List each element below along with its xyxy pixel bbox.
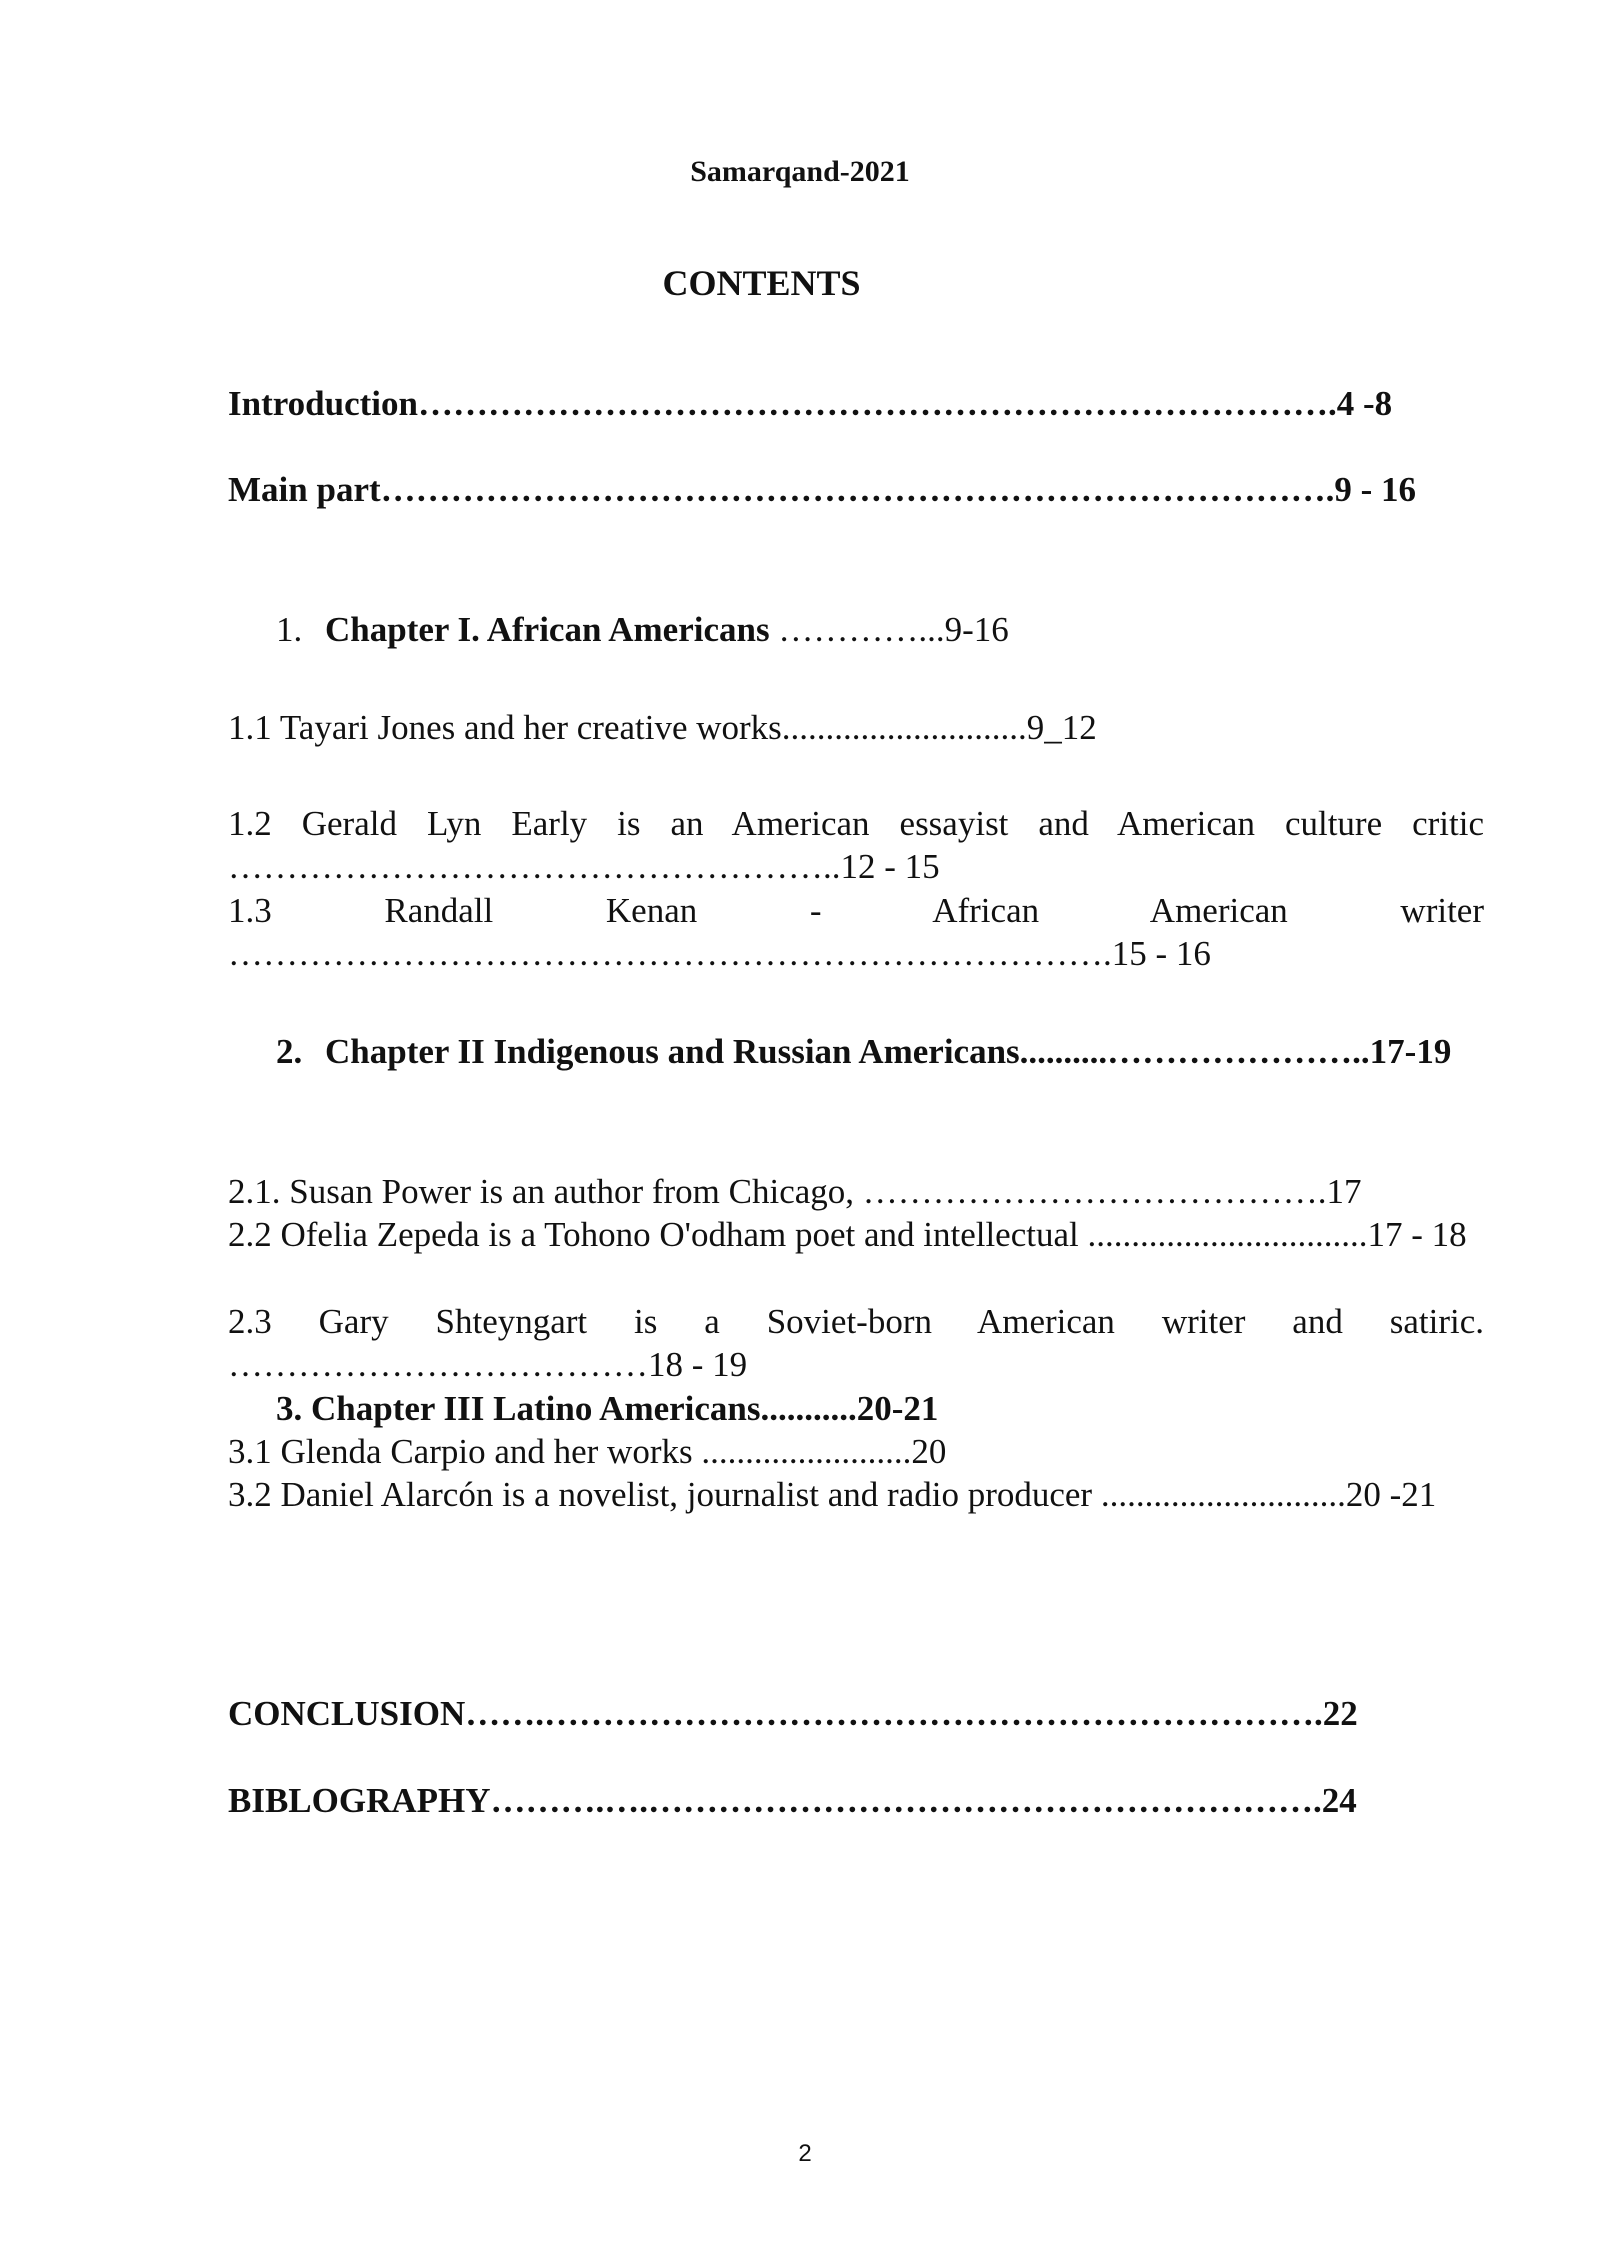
place-year: Samarqand-2021	[690, 155, 910, 188]
toc-section-3-2: 3.2 Daniel Alarcón is a novelist, journalist and radio producer ............................20 -21	[228, 1475, 1437, 1514]
contents-title: CONTENTS	[662, 263, 861, 303]
toc-bibliography: BIBLOGRAPHY……….….………………………………………………….24	[228, 1781, 1357, 1820]
toc-chapter-1	[228, 608, 1484, 651]
toc-section-3-1: 3.1 Glenda Carpio and her works ........................20	[228, 1432, 947, 1471]
toc-section-1-2: 1.2 Gerald Lyn Early is an American essayist and American culture critic ……………………………………………..12 - 15	[228, 804, 1484, 886]
chapter-1-pages: …………...9-16	[769, 610, 1009, 649]
toc-section-2-1: 2.1. Susan Power is an author from Chicago, ………………………………….17	[228, 1172, 1362, 1211]
toc-chapter-2	[228, 1030, 1581, 1073]
toc-chapter-3: 3. Chapter III Latino Americans...........20-21	[276, 1389, 939, 1428]
toc-section-2-2: 2.2 Ofelia Zepeda is a Tohono O'odham poet and intellectual ................................17 - 18	[228, 1215, 1467, 1254]
toc-section-1-3: 1.3 Randall Kenan - African American writer ………………………………………………………………….15 - 16	[228, 891, 1484, 973]
chapter-1-title: Chapter I. African Americans	[325, 610, 770, 649]
chapter-2-number: 2.	[276, 1032, 303, 1071]
chapter-1-number: 1.	[276, 610, 303, 649]
page-number: 2	[798, 2140, 812, 2167]
toc-conclusion: CONCLUSION…….………………………………………………………….22	[228, 1694, 1358, 1733]
toc-introduction: Introduction…………………………………………………………………….4 -8	[228, 384, 1393, 423]
toc-section-1-1: 1.1 Tayari Jones and her creative works............................9_12	[228, 708, 1097, 747]
toc-main-part: Main part……………………………………………………………………….9 - 16	[228, 470, 1417, 509]
chapter-2-title: Chapter II Indigenous and Russian Americans..........…………………..17-19	[325, 1032, 1452, 1071]
toc-section-2-3: 2.3 Gary Shteyngart is a Soviet-born American writer and satiric. ………………………………18 - 19	[228, 1302, 1484, 1384]
